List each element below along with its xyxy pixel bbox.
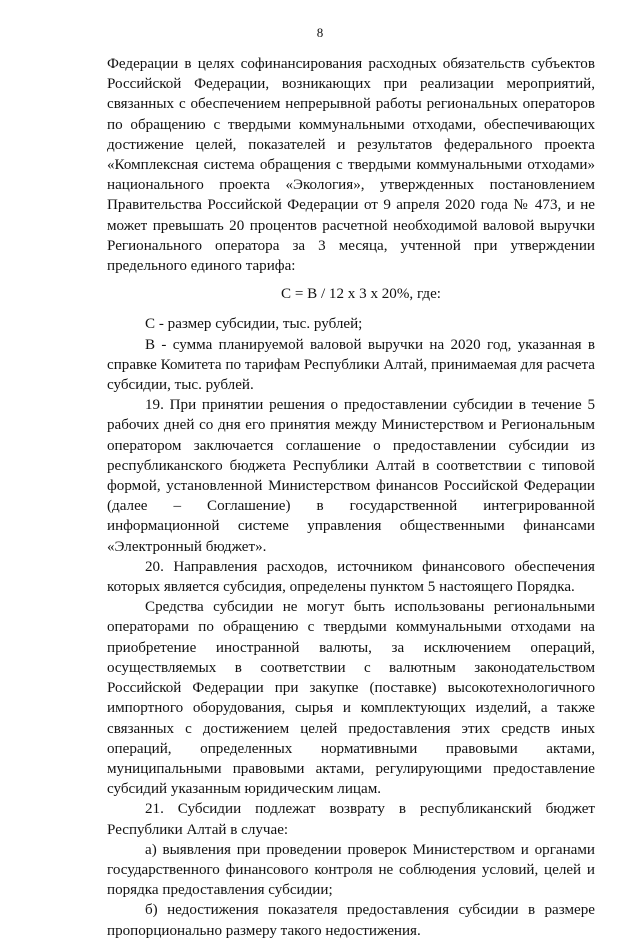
paragraph-21-a: а) выявления при проведении проверок Министерством и органами государственного финансового контроля не соблюдения условий, целей и порядка предоставления субсидии; xyxy=(107,841,595,899)
definition-b: В - сумма планируемой валовой выручки на 2020 год, указанная в справке Комитета по тарифам Республики Алтай, принимаемая для расчета субсидии, тыс. рублей. xyxy=(107,336,595,394)
paragraph-20-restrictions: Средства субсидии не могут быть использованы региональными операторами по обращению с твердыми коммунальными отходами на приобретение иностранной валюты, за исключением операций, осуществляемых в соответствии с валютным законодательством Российской Федерации при закупке (поставке) высокотехнологичного импортного оборудования, сырья и комплектующих изделий, а также связанных с достижением целей предоставления этих средств иных операций, определенных нормативными правовыми актами, муниципальными правовыми актами, регулирующими предоставление субсидий указанным юридическим лицам. xyxy=(107,599,595,798)
document-body xyxy=(107,54,595,941)
paragraph-continuation: Федерации в целях софинансирования расходных обязательств субъектов Российской Федерации, возникающих при реализации мероприятий, связанных с обеспечением непрерывной работы региональных операторов по обращению с твердыми коммунальными отходами, обеспечивающих достижение целей, показателей и результатов федерального проекта «Комплексная система обращения с твердыми коммунальными отходами» национального проекта «Экология», утвержденных постановлением Правительства Российской Федерации от 9 апреля 2020 года № 473, и не может превышать 20 процентов расчетной необходимой валовой выручки Регионального оператора за 3 месяца, учтенной при утверждении предельного единого тарифа: xyxy=(107,56,595,275)
paragraph-19: 19. При принятии решения о предоставлении субсидии в течение 5 рабочих дней со дня его принятия между Министерством и Региональным оператором заключается соглашение о предоставлении субсидии из республиканского бюджета Республики Алтай в соответствии с типовой формой, установленной Министерством финансов Российской Федерации (далее – Соглашение) в государственной интегрированной информационной системе управления общественными финансами «Электронный бюджет». xyxy=(107,397,595,555)
formula: С = В / 12 х 3 х 20%, где: xyxy=(281,286,441,303)
paragraph-21-b: б) недостижения показателя предоставления субсидии в размере пропорционально размеру такого недостижения. xyxy=(107,902,595,939)
paragraph-20: 20. Направления расходов, источником финансового обеспечения которых является субсидия, определены пунктом 5 настоящего Порядка. xyxy=(107,558,595,596)
definition-c: С - размер субсидии, тыс. рублей; xyxy=(145,316,363,333)
page-number: 8 xyxy=(316,25,324,40)
paragraph-21: 21. Субсидии подлежат возврату в республиканский бюджет Республики Алтай в случае: xyxy=(107,801,595,838)
